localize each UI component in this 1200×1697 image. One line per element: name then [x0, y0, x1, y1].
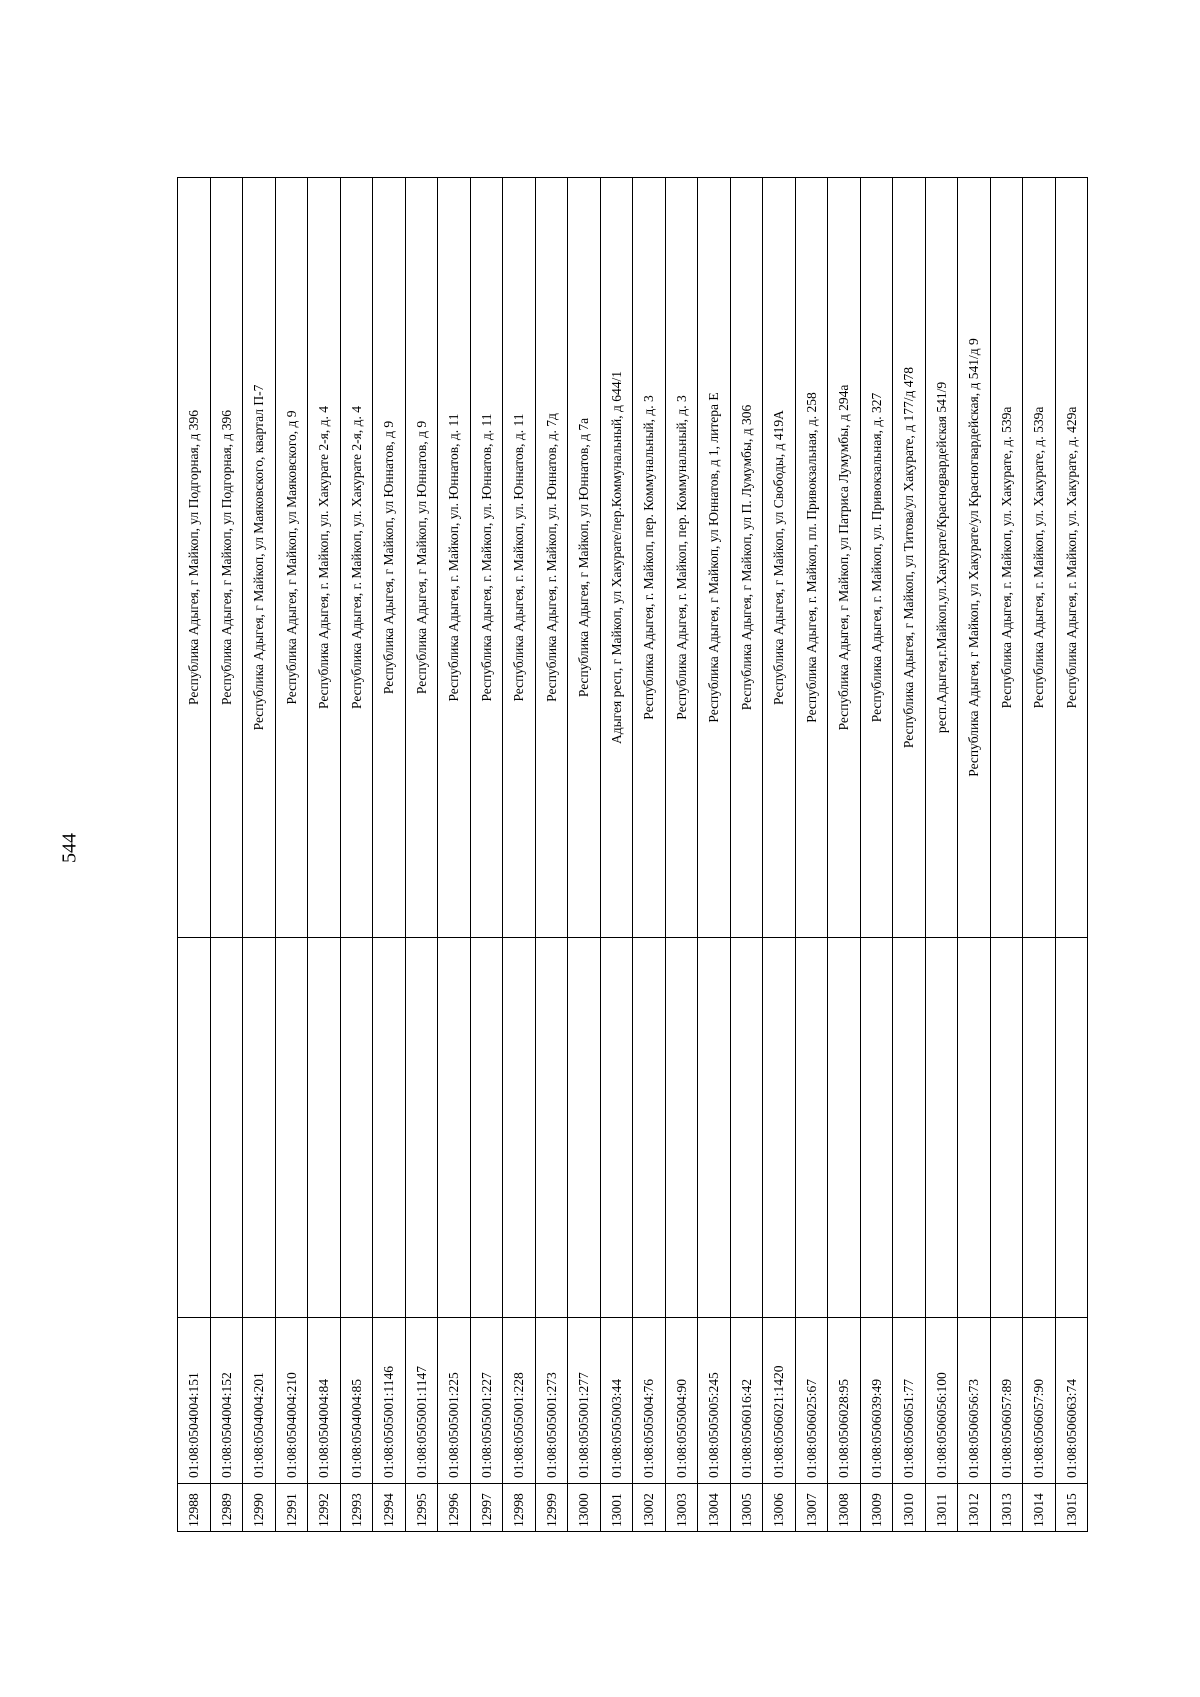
cadastral-number-cell: 01:08:0506051:77: [893, 1318, 926, 1484]
row-number-cell: 13014: [1023, 1484, 1056, 1532]
table-row: [665, 178, 698, 1532]
empty-cell: [340, 938, 373, 1318]
empty-cell: [730, 938, 763, 1318]
table-row: [828, 178, 861, 1532]
empty-cell: [600, 938, 633, 1318]
empty-cell: [308, 938, 341, 1318]
address-cell: Республика Адыгея, г Майкоп, ул Юннатов, д 7а: [568, 178, 601, 938]
empty-cell: [243, 938, 276, 1318]
row-number-cell: 12990: [243, 1484, 276, 1532]
table-row: [503, 178, 536, 1532]
address-cell: Республика Адыгея, г. Майкоп, ул. Хакурате 2-я, д. 4: [308, 178, 341, 938]
row-number-cell: 13010: [893, 1484, 926, 1532]
cadastral-number-cell: 01:08:0506063:74: [1055, 1318, 1088, 1484]
cadastral-number-cell: 01:08:0505003:44: [600, 1318, 633, 1484]
empty-cell: [958, 938, 991, 1318]
address-cell: Республика Адыгея, г Майкоп, ул Титова/ул Хакурате, д 177/д 478: [893, 178, 926, 938]
row-number-cell: 12994: [373, 1484, 406, 1532]
table-row: [275, 178, 308, 1532]
row-number-cell: 12988: [178, 1484, 211, 1532]
table-row: [990, 178, 1023, 1532]
cadastral-number-cell: 01:08:0504004:152: [210, 1318, 243, 1484]
cadastral-number-cell: 01:08:0504004:84: [308, 1318, 341, 1484]
registry-table-body: [178, 178, 1088, 1532]
address-cell: Республика Адыгея, г Майкоп, ул Маяковского, квартал П-7: [243, 178, 276, 938]
table-row: [893, 178, 926, 1532]
address-cell: Республика Адыгея, г. Майкоп, ул. Юннатов, д. 11: [470, 178, 503, 938]
table-row: [633, 178, 666, 1532]
cadastral-number-cell: 01:08:0505004:76: [633, 1318, 666, 1484]
table-row: [958, 178, 991, 1532]
cadastral-number-cell: 01:08:0506056:100: [925, 1318, 958, 1484]
empty-cell: [990, 938, 1023, 1318]
address-cell: Республика Адыгея, г. Майкоп, ул. Юннатов, д. 7д: [535, 178, 568, 938]
table-row: [763, 178, 796, 1532]
address-cell: Республика Адыгея, г Майкоп, ул Маяковского, д 9: [275, 178, 308, 938]
row-number-cell: 12996: [438, 1484, 471, 1532]
cadastral-number-cell: 01:08:0504004:151: [178, 1318, 211, 1484]
cadastral-number-cell: 01:08:0505001:1147: [405, 1318, 438, 1484]
empty-cell: [1055, 938, 1088, 1318]
empty-cell: [633, 938, 666, 1318]
row-number-cell: 13011: [925, 1484, 958, 1532]
cadastral-number-cell: 01:08:0505001:1146: [373, 1318, 406, 1484]
address-cell: Республика Адыгея, г Майкоп, ул Юннатов, д 1, литера Е: [698, 178, 731, 938]
empty-cell: [275, 938, 308, 1318]
address-cell: Республика Адыгея, г Майкоп, ул Юннатов, д 9: [373, 178, 406, 938]
cadastral-number-cell: 01:08:0504004:210: [275, 1318, 308, 1484]
row-number-cell: 13003: [665, 1484, 698, 1532]
cadastral-number-cell: 01:08:0505001:225: [438, 1318, 471, 1484]
table-row: [795, 178, 828, 1532]
row-number-cell: 13007: [795, 1484, 828, 1532]
cadastral-number-cell: 01:08:0505004:90: [665, 1318, 698, 1484]
empty-cell: [1023, 938, 1056, 1318]
address-cell: Республика Адыгея, г Майкоп, ул Подгорная, д 396: [178, 178, 211, 938]
empty-cell: [795, 938, 828, 1318]
row-number-cell: 13013: [990, 1484, 1023, 1532]
cadastral-number-cell: 01:08:0505001:227: [470, 1318, 503, 1484]
cadastral-number-cell: 01:08:0504004:201: [243, 1318, 276, 1484]
row-number-cell: 13006: [763, 1484, 796, 1532]
address-cell: Республика Адыгея, г. Майкоп, ул. Юннатов, д. 11: [503, 178, 536, 938]
row-number-cell: 13015: [1055, 1484, 1088, 1532]
table-row: [340, 178, 373, 1532]
page-number: 544: [58, 833, 81, 863]
table-row: [925, 178, 958, 1532]
registry-table: [177, 177, 1088, 1532]
empty-cell: [860, 938, 893, 1318]
cadastral-number-cell: 01:08:0506057:90: [1023, 1318, 1056, 1484]
address-cell: Республика Адыгея, г. Майкоп, ул. Юннатов, д. 11: [438, 178, 471, 938]
table-row: [1055, 178, 1088, 1532]
empty-cell: [568, 938, 601, 1318]
row-number-cell: 12999: [535, 1484, 568, 1532]
address-cell: Республика Адыгея, г Майкоп, ул П. Лумумбы, д 306: [730, 178, 763, 938]
row-number-cell: 12998: [503, 1484, 536, 1532]
cadastral-number-cell: 01:08:0506021:1420: [763, 1318, 796, 1484]
table-row: [178, 178, 211, 1532]
empty-cell: [763, 938, 796, 1318]
empty-cell: [925, 938, 958, 1318]
table-row: [405, 178, 438, 1532]
row-number-cell: 13002: [633, 1484, 666, 1532]
empty-cell: [665, 938, 698, 1318]
row-number-cell: 12993: [340, 1484, 373, 1532]
table-row: [308, 178, 341, 1532]
empty-cell: [210, 938, 243, 1318]
row-number-cell: 13008: [828, 1484, 861, 1532]
address-cell: Республика Адыгея, г. Майкоп, пер. Коммунальный, д. 3: [633, 178, 666, 938]
address-cell: Республика Адыгея, г. Майкоп, ул. Привокзальная, д. 327: [860, 178, 893, 938]
empty-cell: [405, 938, 438, 1318]
table-row: [243, 178, 276, 1532]
row-number-cell: 12992: [308, 1484, 341, 1532]
address-cell: Республика Адыгея, г Майкоп, ул Юннатов, д 9: [405, 178, 438, 938]
empty-cell: [178, 938, 211, 1318]
address-cell: Республика Адыгея, г. Майкоп, пер. Коммунальный, д. 3: [665, 178, 698, 938]
empty-cell: [698, 938, 731, 1318]
cadastral-number-cell: 01:08:0505001:228: [503, 1318, 536, 1484]
empty-cell: [438, 938, 471, 1318]
cadastral-number-cell: 01:08:0506016:42: [730, 1318, 763, 1484]
address-cell: Республика Адыгея, г Майкоп, ул Свободы, д 419А: [763, 178, 796, 938]
table-row: [535, 178, 568, 1532]
row-number-cell: 12989: [210, 1484, 243, 1532]
address-cell: Республика Адыгея, г. Майкоп, пл. Привокзальная, д. 258: [795, 178, 828, 938]
table-row: [860, 178, 893, 1532]
address-cell: Республика Адыгея, г. Майкоп, ул. Хакурате, д. 539а: [990, 178, 1023, 938]
table-row: [373, 178, 406, 1532]
table-row: [568, 178, 601, 1532]
empty-cell: [373, 938, 406, 1318]
empty-cell: [828, 938, 861, 1318]
address-cell: Адыгея респ, г Майкоп, ул Хакурате/пер.Коммунальный, д 644/1: [600, 178, 633, 938]
row-number-cell: 12991: [275, 1484, 308, 1532]
row-number-cell: 13000: [568, 1484, 601, 1532]
registry-table-container: [177, 178, 1087, 1532]
address-cell: Республика Адыгея, г. Майкоп, ул. Хакурате 2-я, д. 4: [340, 178, 373, 938]
address-cell: Республика Адыгея, г Майкоп, ул Подгорная, д 396: [210, 178, 243, 938]
cadastral-number-cell: 01:08:0506057:89: [990, 1318, 1023, 1484]
table-row: [600, 178, 633, 1532]
row-number-cell: 13001: [600, 1484, 633, 1532]
empty-cell: [535, 938, 568, 1318]
row-number-cell: 13005: [730, 1484, 763, 1532]
empty-cell: [470, 938, 503, 1318]
table-row: [438, 178, 471, 1532]
empty-cell: [503, 938, 536, 1318]
address-cell: Республика Адыгея, г Майкоп, ул Патриса Лумумбы, д 294а: [828, 178, 861, 938]
row-number-cell: 12995: [405, 1484, 438, 1532]
empty-cell: [893, 938, 926, 1318]
cadastral-number-cell: 01:08:0504004:85: [340, 1318, 373, 1484]
cadastral-number-cell: 01:08:0506039:49: [860, 1318, 893, 1484]
row-number-cell: 13012: [958, 1484, 991, 1532]
table-row: [730, 178, 763, 1532]
address-cell: Республика Адыгея, г. Майкоп, ул. Хакурате, д. 429а: [1055, 178, 1088, 938]
row-number-cell: 13004: [698, 1484, 731, 1532]
table-row: [698, 178, 731, 1532]
cadastral-number-cell: 01:08:0505001:277: [568, 1318, 601, 1484]
address-cell: Республика Адыгея, г Майкоп, ул Хакурате/ул Красногвардейская, д 541/д 9: [958, 178, 991, 938]
row-number-cell: 13009: [860, 1484, 893, 1532]
table-row: [470, 178, 503, 1532]
address-cell: Республика Адыгея, г. Майкоп, ул. Хакурате, д. 539а: [1023, 178, 1056, 938]
cadastral-number-cell: 01:08:0505001:273: [535, 1318, 568, 1484]
cadastral-number-cell: 01:08:0506028:95: [828, 1318, 861, 1484]
cadastral-number-cell: 01:08:0506056:73: [958, 1318, 991, 1484]
table-row: [1023, 178, 1056, 1532]
address-cell: респ.Адыгея,г.Майкоп,ул.Хакурате/Краснogвардейская 541/9: [925, 178, 958, 938]
cadastral-number-cell: 01:08:0505005:245: [698, 1318, 731, 1484]
cadastral-number-cell: 01:08:0506025:67: [795, 1318, 828, 1484]
table-row: [210, 178, 243, 1532]
row-number-cell: 12997: [470, 1484, 503, 1532]
